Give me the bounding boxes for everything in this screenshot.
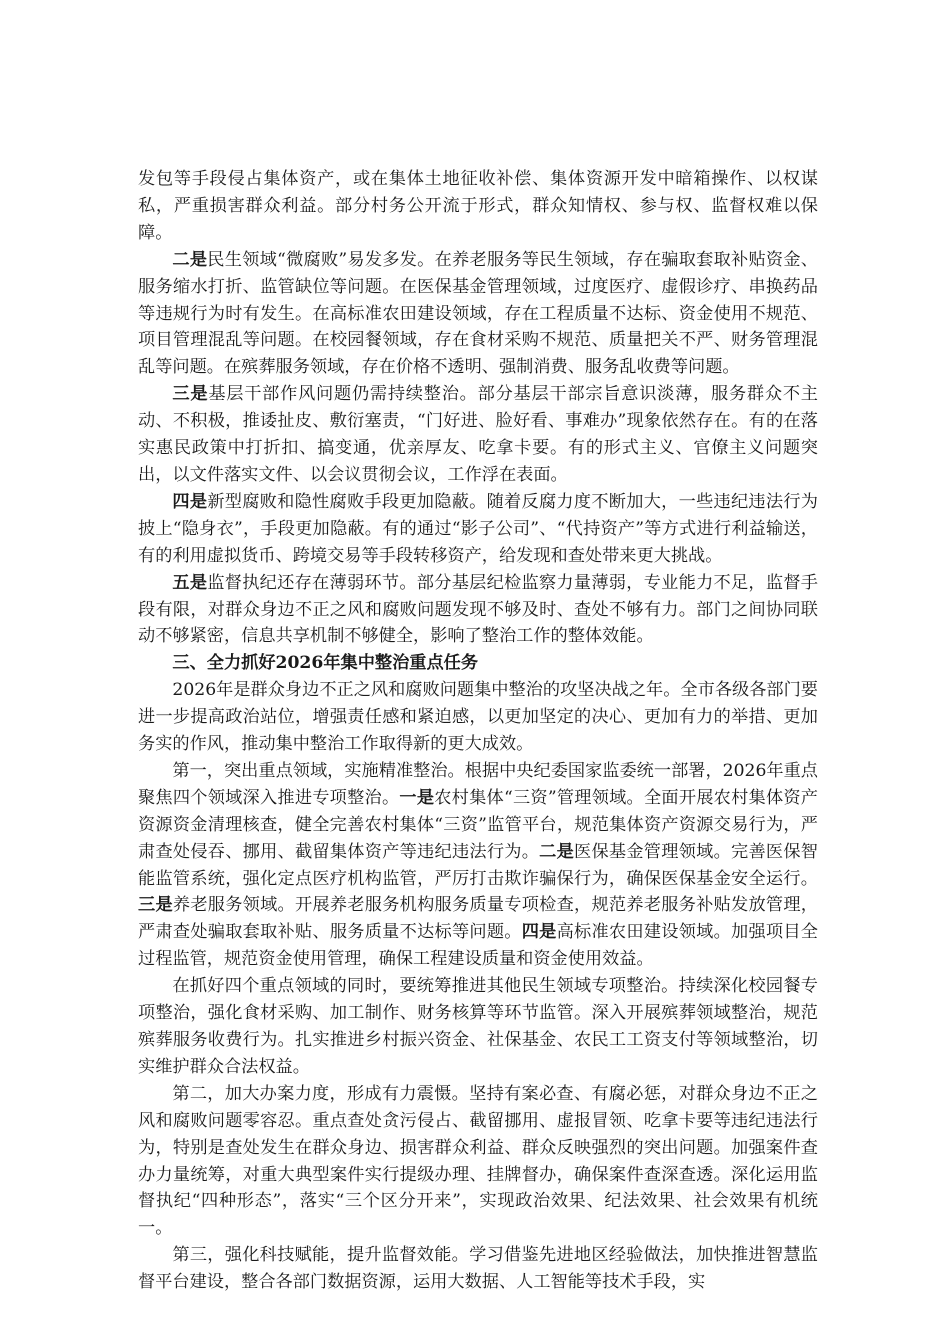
paragraph-second-task: 第二，加大办案力度，形成有力震慑。坚持有案必查、有腐必惩，对群众身边不正之风和腐败问题零容忍。重点查处贪污侵占、截留挪用、虚报冒领、吃拿卡要等违纪违法行为，特别是查处发生在群众身边、损害群众利益、群众反映强烈的突出问题。加强案件查办力量统筹，对重大典型案件实行提级办理、挂牌督办，确保案件查深查透。深化运用监督执纪“四种形态”，落实“三个区分开来”，实现政治效果、纪法效果、社会效果有机统一。 (138, 1083, 818, 1239)
paragraph-continuation: 发包等手段侵占集体资产，或在集体土地征收补偿、集体资源开发中暗箱操作、以权谋私，严重损害群众利益。部分村务公开流于形式，群众知情权、参与权、监督权难以保障。 (138, 169, 818, 243)
paragraph-point-5 (138, 570, 818, 651)
point-text: 监督执纪还存在薄弱环节。部分基层纪检监察力量薄弱，专业能力不足，监督手段有限，对群众身边不正之风和腐败问题发现不够及时、查处不够有力。部门之间协同联动不够紧密，信息共享机制不够健全，影响了整治工作的整体效能。 (138, 572, 818, 647)
point-text: 基层干部作风问题仍需持续整治。部分基层干部宗旨意识淡薄，服务群众不主动、不积极，推诿扯皮、敷衍塞责，“门好进、脸好看、事难办”现象依然存在。有的在落实惠民政策中打折扣、搞变通，优亲厚友、吃拿卡要。有的形式主义、官僚主义问题突出，以文件落实文件、以会议贯彻会议，工作浮在表面。 (138, 384, 818, 485)
point-lead: 二是 (172, 249, 208, 270)
point-text: 新型腐败和隐性腐败手段更加隐蔽。随着反腐力度不断加大，一些违纪违法行为披上“隐身衣”，手段更加隐蔽。有的通过“影子公司”、“代持资产”等方式进行利益输送，有的利用虚拟货币、跨境交易等手段转移资产，给发现和查处带来更大挑战。 (138, 491, 818, 566)
task-text-2: 医保基金管理领域。完善医保智能监管系统，强化定点医疗机构监管，严厉打击欺诈骗保行为，确保医保基金安全运行。 (138, 841, 818, 889)
task-intro: 第一，突出重点领域，实施精准整治。根据中央纪委国家监委统一部署，2026年重点聚焦四个领域深入推进专项整治。 (138, 760, 818, 808)
paragraph-third-task: 第三，强化科技赋能，提升监督效能。学习借鉴先进地区经验做法，加快推进智慧监督平台建设，整合各部门数据资源，运用大数据、人工智能等技术手段，实 (138, 1245, 818, 1293)
paragraph-first-task (138, 758, 818, 973)
point-text: 民生领域“微腐败”易发多发。在养老服务等民生领域，存在骗取套取补贴资金、服务缩水打折、监管缺位等问题。在医保基金管理领域，过度医疗、虚假诊疗、串换药品等违规行为时有发生。在高标准农田建设领域，存在工程质量不达标、资金使用不规范、项目管理混乱等问题。在校园餐领域，存在食材采购不规范、质量把关不严、财务管理混乱等问题。在殡葬服务领域，存在价格不透明、强制消费、服务乱收费等问题。 (138, 249, 818, 378)
task-lead-3: 三是 (138, 895, 173, 916)
paragraph-point-4 (138, 489, 818, 570)
document-body (138, 166, 818, 1296)
point-lead: 四是 (172, 491, 208, 512)
task-lead-1: 一是 (399, 787, 435, 808)
section-heading-3: 三、全力抓好2026年集中整治重点任务 (172, 653, 479, 674)
task-lead-2: 二是 (539, 841, 575, 862)
task-text-4: 高标准农田建设领域。加强项目全过程监管，规范资金使用管理，确保工程建设质量和资金使用效益。 (138, 922, 818, 970)
paragraph-point-3 (138, 381, 818, 489)
point-lead: 三是 (172, 384, 209, 405)
paragraph-point-2 (138, 247, 818, 382)
task-text-3: 养老服务领域。开展养老服务机构服务质量专项检查，规范养老服务补贴发放管理，严肃查处骗取套取补贴、服务质量不达标等问题。 (138, 895, 818, 943)
point-lead: 五是 (172, 572, 208, 593)
task-text-1: 农村集体“三资”管理领域。全面开展农村集体资产资源资金清理核查，健全完善农村集体“三资”监管平台，规范集体资产资源交易行为，严肃查处侵吞、挪用、截留集体资产等违纪违法行为。 (138, 787, 818, 862)
task-lead-4: 四是 (521, 922, 557, 943)
paragraph-other-areas: 在抓好四个重点领域的同时，要统筹推进其他民生领域专项整治。持续深化校园餐专项整治，强化食材采购、加工制作、财务核算等环节监管。深入开展殡葬领域整治，规范殡葬服务收费行为。扎实推进乡村振兴资金、社保基金、农民工工资支付等领域整治，切实维护群众合法权益。 (138, 976, 818, 1077)
paragraph-2026-intro: 2026年是群众身边不正之风和腐败问题集中整治的攻坚决战之年。全市各级各部门要进一步提高政治站位，增强责任感和紧迫感，以更加坚定的决心、更加有力的举措、更加务实的作风，推动集中整治工作取得新的更大成效。 (138, 680, 818, 755)
